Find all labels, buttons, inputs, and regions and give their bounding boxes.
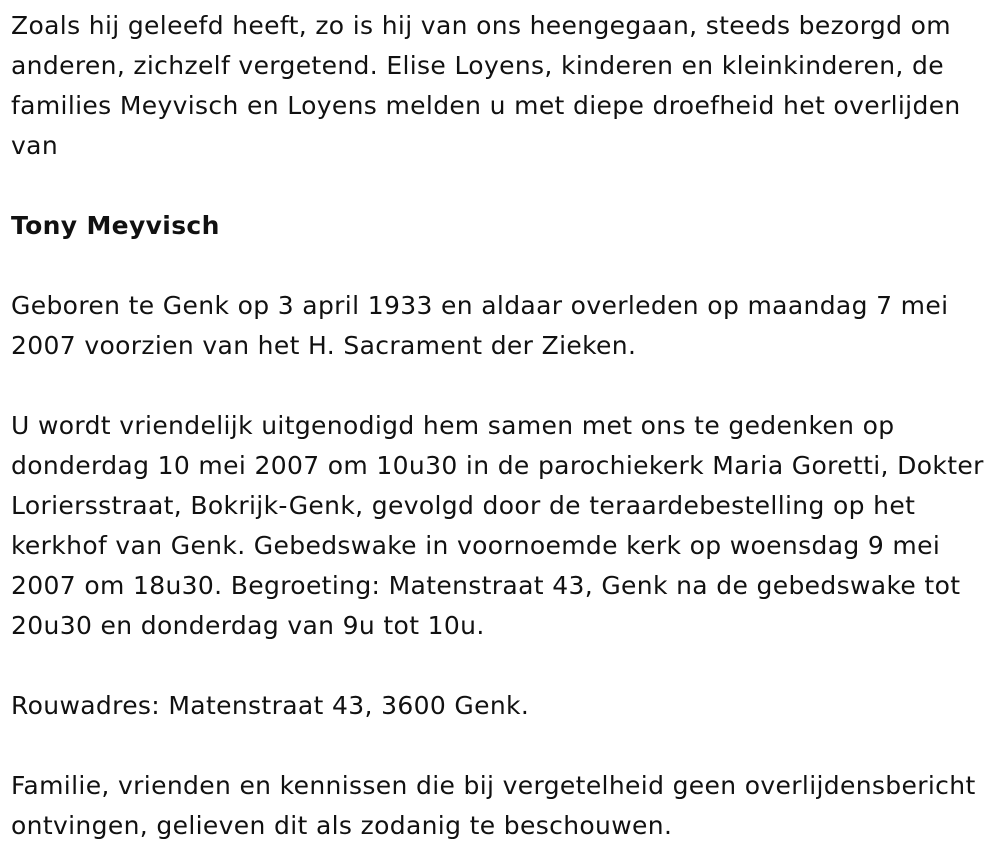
deceased-name: Tony Meyvisch xyxy=(11,211,220,240)
address-paragraph: Rouwadres: Matenstraat 43, 3600 Genk. xyxy=(11,691,530,720)
intro-paragraph: Zoals hij geleefd heeft, zo is hij van ons heengegaan, steeds bezorgd om anderen, zichzelf vergetend. Elise Loyens, kinderen en kleinkinderen, de families Meyvisch en Loyens melden u met diepe droefheid het overlijden van xyxy=(11,11,961,160)
birth-death-paragraph: Geboren te Genk op 3 april 1933 en aldaar overleden op maandag 7 mei 2007 voorzien van het H. Sacrament der Zieken. xyxy=(11,291,949,360)
invitation-paragraph: U wordt vriendelijk uitgenodigd hem samen met ons te gedenken op donderdag 10 mei 2007 om 10u30 in de parochiekerk Maria Goretti, Dokter Loriersstraat, Bokrijk-Genk, gevolgd door de teraardebestelling op het kerkhof van Genk. Gebedswake in voornoemde kerk op woensdag 9 mei 2007 om 18u30. Begroeting: Matenstraat 43, Genk na de gebedswake tot 20u30 en donderdag van 9u tot 10u. xyxy=(11,411,984,640)
closing-paragraph: Familie, vrienden en kennissen die bij vergetelheid geen overlijdensbericht ontvingen, gelieven dit als zodanig te beschouwen. xyxy=(11,771,976,840)
